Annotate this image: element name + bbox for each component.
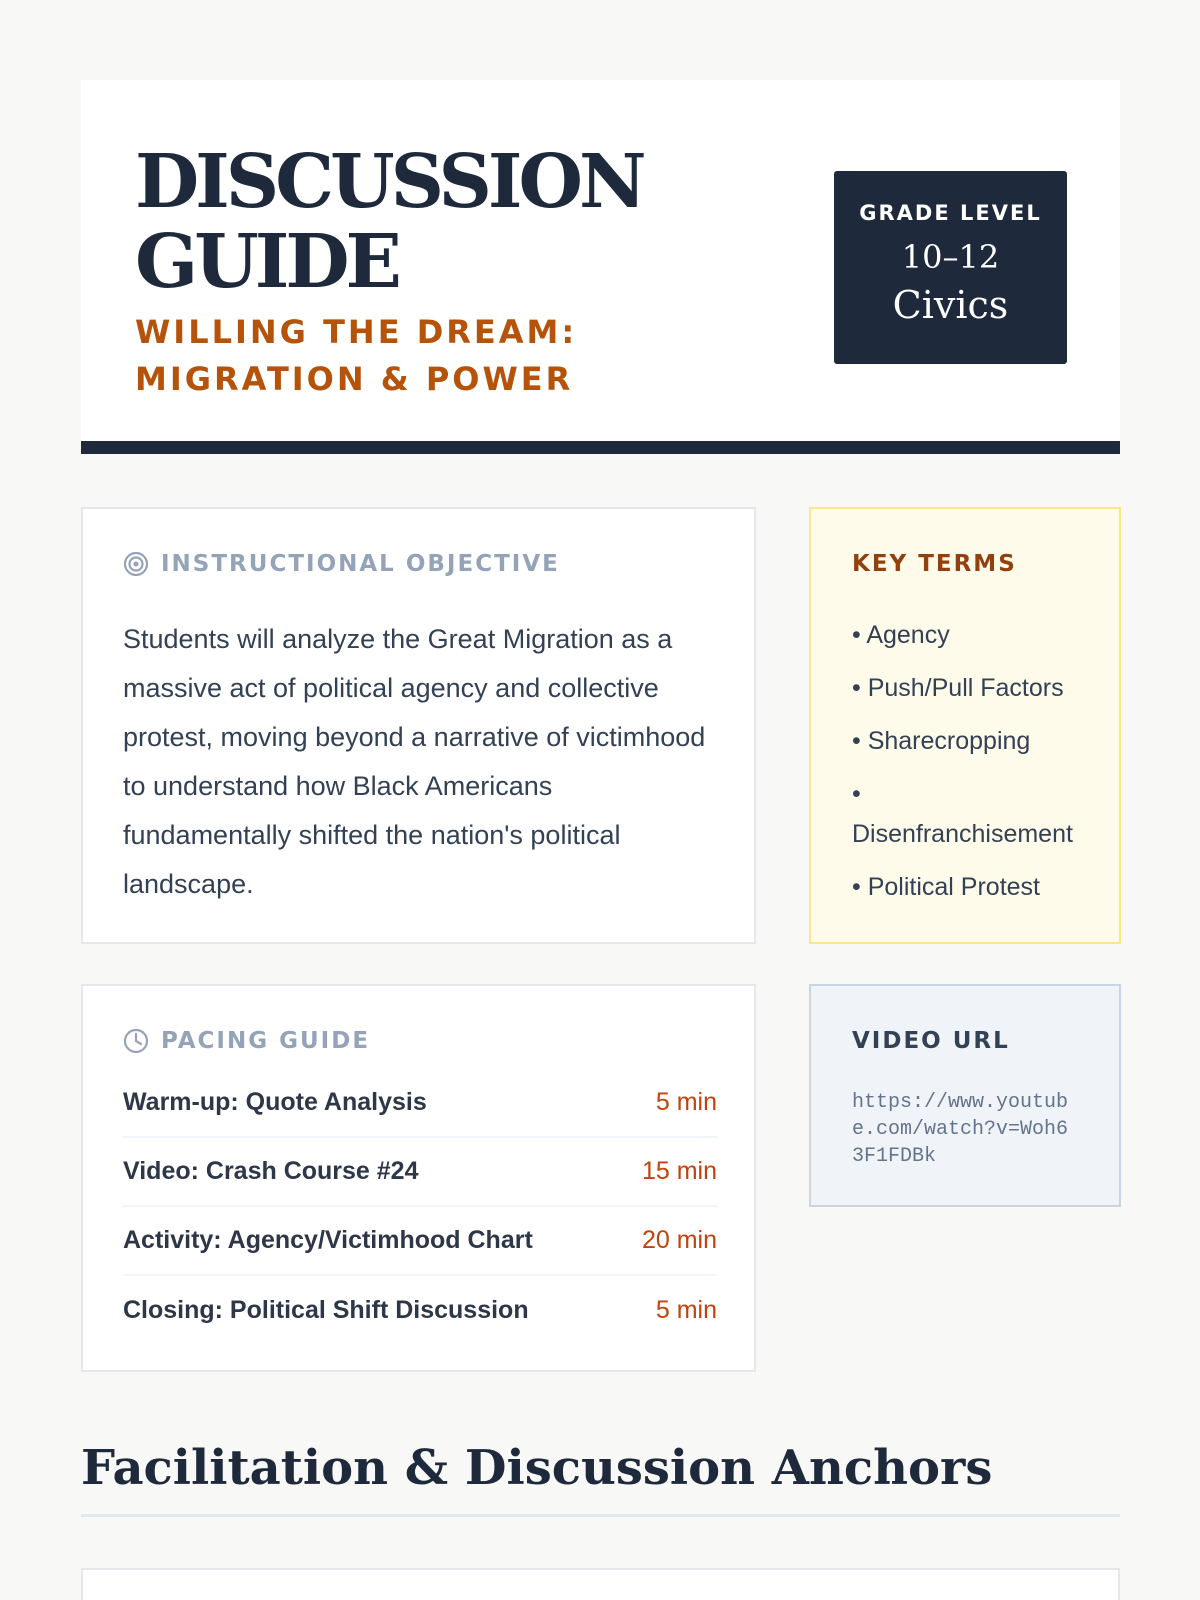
pacing-activity: Warm-up: Quote Analysis	[123, 1088, 427, 1116]
pacing-row	[123, 1069, 717, 1138]
video-url-heading: VIDEO URL	[852, 1028, 1010, 1054]
grade-level-badge	[834, 171, 1067, 364]
pacing-row	[123, 1276, 717, 1345]
clock-icon	[123, 1028, 149, 1054]
pacing-activity: Video: Crash Course #24	[123, 1157, 419, 1185]
pacing-row	[123, 1138, 717, 1207]
pacing-list	[123, 1069, 717, 1345]
title-line-1: DISCUSSION	[135, 139, 643, 225]
lesson-subtitle: WILLING THE DREAM: MIGRATION & POWER	[135, 313, 578, 398]
pacing-duration: 15 min	[641, 1157, 717, 1185]
facilitation-section-title: Facilitation & Discussion Anchors	[81, 1436, 1120, 1517]
pacing-heading: PACING GUIDE	[161, 1028, 371, 1054]
pacing-heading-row	[123, 1028, 370, 1054]
pacing-activity: Closing: Political Shift Discussion	[123, 1296, 529, 1324]
video-url-card	[809, 984, 1121, 1207]
pacing-guide-card	[81, 984, 756, 1372]
key-terms-list	[852, 615, 1122, 920]
key-term-item: • Political Protest	[852, 873, 1040, 901]
page-title	[135, 139, 643, 305]
grade-level-value: 10–12	[901, 238, 1000, 276]
pacing-activity: Activity: Agency/Victimhood Chart	[123, 1226, 533, 1254]
key-term-item: • Agency	[852, 621, 950, 649]
pacing-row	[123, 1207, 717, 1276]
instructional-objective-card	[81, 507, 756, 944]
key-terms-heading: KEY TERMS	[852, 551, 1017, 577]
video-url-link[interactable]: https://www.youtube.com/watch?v=Woh63F1FDBk	[852, 1091, 1069, 1168]
guide-header	[81, 80, 1120, 454]
key-term-item: • Push/Pull Factors	[852, 674, 1064, 702]
grade-subject: Civics	[892, 283, 1009, 327]
key-terms-card	[809, 507, 1121, 944]
facilitation-card	[81, 1568, 1120, 1600]
pacing-duration: 5 min	[655, 1296, 717, 1324]
target-icon	[123, 551, 149, 577]
pacing-duration: 20 min	[641, 1226, 717, 1254]
objective-heading: INSTRUCTIONAL OBJECTIVE	[161, 551, 560, 577]
key-term-item: • Sharecropping	[852, 727, 1031, 755]
title-line-2: GUIDE	[135, 219, 398, 305]
grade-label: GRADE LEVEL	[859, 201, 1042, 225]
key-term-item: • Disenfranchisement	[852, 780, 1073, 848]
pacing-duration: 5 min	[655, 1088, 717, 1116]
objective-heading-row	[123, 551, 560, 577]
objective-text: Students will analyze the Great Migration as a massive act of political agency and collective protest, moving beyond a narrative of victimhood to understand how Black Americans fundamentally shifted the nation's political landscape.	[123, 624, 706, 899]
